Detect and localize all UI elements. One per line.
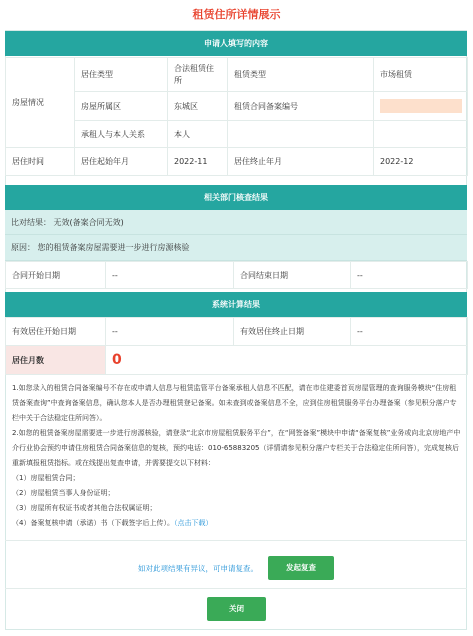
start-label: 居住起始年月 [75, 148, 168, 176]
verify-reason: 原因： 您的租赁备案房屋需要进一步进行房源核验 [5, 235, 467, 261]
months-value: 0 [112, 352, 122, 368]
valid-end-label: 有效居住终止日期 [234, 318, 351, 346]
lease-type-label: 租赁类型 [228, 58, 374, 92]
note-1: 1.如您录入的租赁合同备案编号不存在或申请人信息与租赁监管平台备案承租人信息不匹配，请在市住建委首页房屋管理的查询服务模块“住房租赁备案查询”中查询备案信息，确认您本人是否办理租赁登记备案。如未查到或备案信息不全，应到住房租赁服务平台办理备案（参见积分落户专栏中关于合法稳定住所问答）。 [12, 384, 457, 422]
appeal-button[interactable]: 发起复查 [268, 556, 334, 580]
relation-label: 承租人与本人关系 [75, 121, 168, 148]
contract-end-value: -- [351, 262, 468, 289]
contract-no-redacted [380, 99, 462, 113]
section-header-system: 系统计算结果 [5, 292, 467, 317]
note-item-2: （2）房屋租赁当事人身份证明； [12, 489, 115, 497]
district-label: 房屋所属区 [75, 92, 168, 121]
contract-dates-table [5, 261, 468, 289]
note-item-3: （3）房屋所有权证书或者其他合法权属证明； [12, 504, 157, 512]
contract-no-value [374, 92, 468, 121]
note-2: 2.如您的租赁备案房屋需要进一步进行房源核验，请登录“北京市房屋租赁服务平台”，在“网签备案”模块中申请“备案复核”业务或向北京房地产中介行业协会预约申请住房租赁合同备案信息的复核，预约电话：010-65883205（详情请参见积分落户专栏关于合法稳定住所问答），完成复核后重新填报租赁指标。或在线提出复查申请，并需要提交以下材料： [12, 429, 461, 467]
close-row [0, 597, 473, 621]
contract-start-label: 合同开始日期 [6, 262, 106, 289]
district-value: 东城区 [168, 92, 228, 121]
lease-type-value: 市场租赁 [374, 58, 468, 92]
time-label: 居住时间 [6, 148, 75, 176]
download-link[interactable]: （点击下载） [173, 519, 213, 527]
appeal-text: 如对此项结果有异议，可申请复查。 [138, 563, 258, 573]
contract-start-value: -- [106, 262, 234, 289]
valid-start-value: -- [106, 318, 234, 346]
end-label: 居住终止年月 [228, 148, 374, 176]
section-header-verify: 相关部门核查结果 [5, 185, 467, 210]
system-table [5, 317, 468, 375]
valid-start-label: 有效居住开始日期 [6, 318, 106, 346]
residence-type-label: 居住类型 [75, 58, 168, 92]
divider [5, 588, 467, 589]
page-title: 租赁住所详情展示 [192, 8, 281, 21]
housing-label: 房屋情况 [6, 58, 75, 148]
divider [5, 540, 467, 541]
note-item-4: （4）备案复核申请（承诺）书（下载签字后上传）。 [12, 519, 174, 527]
contract-end-label: 合同结束日期 [234, 262, 351, 289]
residence-type-value: 合法租赁住所 [168, 58, 228, 92]
close-button[interactable]: 关闭 [207, 597, 266, 621]
appeal-row [5, 555, 467, 581]
notes-block [12, 381, 462, 531]
contract-no-label: 租赁合同备案编号 [228, 92, 374, 121]
section-header-applicant: 申请人填写的内容 [5, 31, 467, 56]
start-value: 2022-11 [168, 148, 228, 176]
end-value: 2022-12 [374, 148, 468, 176]
valid-end-value: -- [351, 318, 468, 346]
months-label: 居住月数 [6, 346, 106, 375]
verify-result: 比对结果： 无效(备案合同无效) [5, 210, 467, 235]
applicant-table [5, 57, 468, 176]
relation-value: 本人 [168, 121, 228, 148]
note-item-1: （1）房屋租赁合同； [12, 474, 80, 482]
